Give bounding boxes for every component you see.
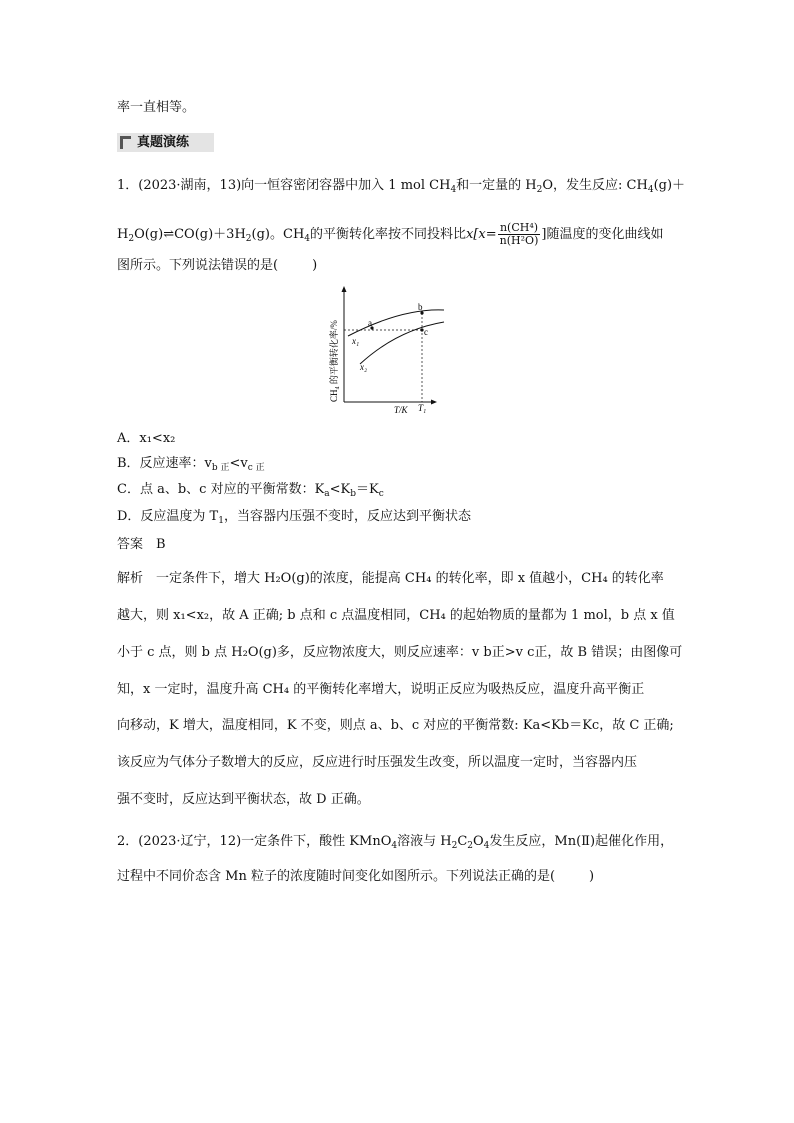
ratio-fraction: $\frac{\text{n(CH⁴)}}{\text{n(H²O)}}$: [499, 221, 539, 247]
answer-line: 答案 B: [117, 537, 166, 552]
q1-line1: 1．(2023·湖南，13)向一恒容密闭容器中加入 1 mol $CH_4$和一定量的 $H_2O$，发生反应: $CH_4(g)+$: [117, 178, 686, 195]
conversion-chart: [322, 284, 447, 414]
option-d: D．反应温度为 $T_1$，当容器内压强不变时，反应达到平衡状态: [117, 509, 471, 526]
q2-line2: 过程中不同价态含 Mn 粒子的浓度随时间变化如图所示。下列说法正确的是( ): [117, 869, 595, 884]
analysis-line-5: 向移动，K 增大，温度相同，K 不变，则点 a、b、c 对应的平衡常数: Ka<Kb＝Kc，故 C 正确;: [117, 718, 674, 733]
option-b: B．反应速率：$v_{b 正}<v_{c 正}$: [117, 456, 265, 473]
analysis-line-6: 该反应为气体分子数增大的反应，反应进行时压强发生改变，所以温度一定时，当容器内压: [117, 755, 638, 770]
series-label-x1: x₁: [352, 336, 360, 346]
analysis-line-3: 小于 c 点，则 b 点 H₂O(g)多，反应物浓度大，则反应速率：v b正>v c正，故 B 错误；由图像可: [117, 645, 683, 660]
option-c: C．点 a、b、c 对应的平衡常数：$K_a<K_b=K_c$: [117, 482, 384, 499]
point-label-c: c: [424, 327, 428, 337]
y-axis-arrow-icon: [342, 286, 347, 292]
q2-line1: 2．(2023·辽宁，12)一定条件下，酸性 KMnO$_4$溶液与 $H_2C_2O_4$发生反应，Mn(Ⅱ)起催化作用，: [117, 834, 674, 851]
x-axis-label: T/K: [394, 405, 408, 414]
q1-line2: $H_2O(g)\rightleftharpoons CO(g)+3H_2(g)$。$CH_4$的平衡转化率按不同投料比x[x= $\frac{\text{n(CH⁴)}}{\text{n(H²O)}}$ ]随温度的变化曲线如: [117, 221, 664, 247]
x-axis-arrow-icon: [431, 400, 437, 405]
curve-x1: [348, 310, 444, 336]
section-header: [117, 133, 214, 152]
point-label-a: a: [368, 318, 372, 328]
intro-line: 率一直相等。: [117, 100, 196, 115]
q1-line3: 图所示。下列说法错误的是( ): [117, 258, 318, 273]
series-label-x2: x₂: [360, 362, 368, 372]
equilibrium-arrow-icon: ⇌: [163, 227, 175, 242]
analysis-line-1: 解析 一定条件下，增大 H₂O(g)的浓度，能提高 CH₄ 的转化率，即 x 值越小，CH₄ 的转化率: [117, 571, 664, 586]
point-label-b: b: [418, 302, 423, 312]
analysis-line-2: 越大，则 x₁<x₂，故 A 正确; b 点和 c 点温度相同，CH₄ 的起始物质的量都为 1 mol，b 点 x 值: [117, 608, 675, 623]
section-title: 真题演练: [137, 135, 190, 150]
analysis-line-7: 强不变时，反应达到平衡状态，故 D 正确。: [117, 792, 370, 807]
option-a: A．x₁<x₂: [117, 431, 176, 446]
x-tick-t1: T₁: [418, 403, 427, 413]
analysis-line-4: 知，x 一定时，温度升高 CH₄ 的平衡转化率增大，说明正反应为吸热反应，温度升高平衡正: [117, 682, 645, 697]
section-square-icon: [120, 136, 131, 149]
y-axis-label: CH₄ 的平衡转化率/%: [329, 320, 339, 402]
